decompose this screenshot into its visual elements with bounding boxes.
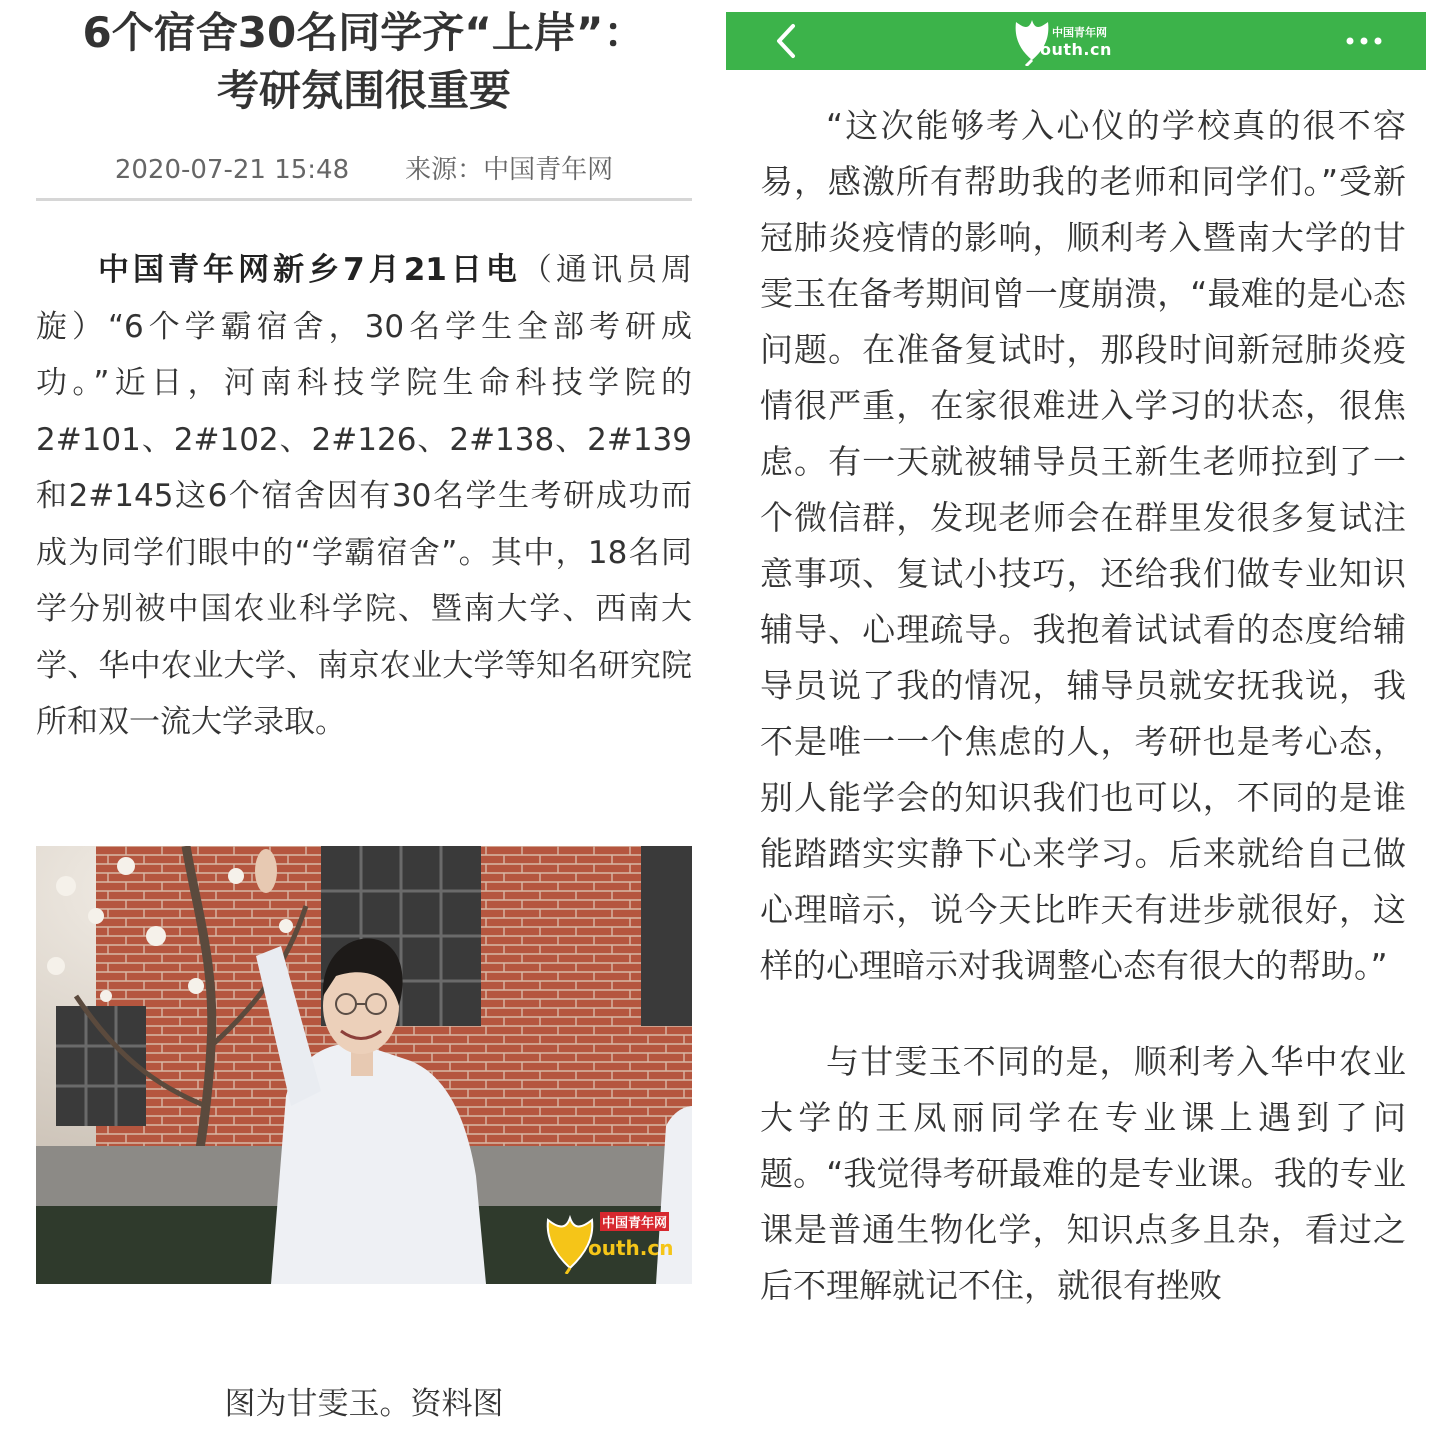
article-body [760, 98, 1406, 1314]
watermark-en: outh.cn [588, 1236, 674, 1260]
lead-paragraph [36, 242, 692, 751]
brand-en-text: outh.cn [1040, 40, 1112, 59]
more-dots-icon [1342, 30, 1386, 52]
left-article-screenshot [36, 0, 692, 1440]
back-button[interactable] [766, 20, 808, 62]
article-photo[interactable] [36, 846, 692, 1284]
photo-watermark [544, 1206, 684, 1276]
watermark-cn: 中国青年网 [600, 1212, 669, 1231]
meta-divider [36, 198, 692, 201]
body-paragraph-2: 与甘雯玉不同的是，顺利考入华中农业大学的王凤丽同学在专业课上遇到了问题。“我觉得考研最难的是专业课。我的专业课是普通生物化学，知识点多且杂，看过之后不理解就记不住，就很有挫败 [760, 1042, 1406, 1305]
youth-cn-logo[interactable] [1012, 16, 1142, 66]
article-title-line-2: 考研氛围很重要 [216, 66, 511, 115]
article-meta [36, 150, 692, 190]
chevron-left-icon [766, 20, 808, 62]
article-source: 来源：中国青年网 [405, 155, 614, 185]
body-paragraph-1: “这次能够考入心仪的学校真的很不容易，感激所有帮助我的老师和同学们。”受新冠肺炎疫情的影响，顺利考入暨南大学的甘雯玉在备考期间曾一度崩溃，“最难的是心态问题。在准备复试时，那段时间新冠肺炎疫情很严重，在家很难进入学习的状态，很焦虑。有一天就被辅导员王新生老师拉到了一个微信群，发现老师会在群里发很多复试注意事项、复试小技巧，还给我们做专业知识辅导、心理疏导。我抱着试试看的态度给辅导员说了我的情况，辅导员就安抚我说，我不是唯一一个焦虑的人，考研也是考心态，别人能学会的知识我们也可以，不同的是谁能踏踏实实静下心来学习。后来就给自己做心理暗示，说今天比昨天有进步就很好，这样的心理暗示对我调整心态有很大的帮助。” [760, 106, 1406, 985]
dateline: 中国青年网新乡7月21日电 [98, 252, 521, 288]
right-mobile-screenshot [726, 0, 1426, 1440]
brand-cn-text: 中国青年网 [1052, 26, 1107, 39]
lead-text: （通讯员周旋）“6个学霸宿舍，30名学生全部考研成功。”近日，河南科技学院生命科技学院的2#101、2#102、2#126、2#138、2#139和2#145这6个宿舍因有30名学生考研成功而成为同学们眼中的“学霸宿舍”。其中，18名同学分别被中国农业科学院、暨南大学、西南大学、华中农业大学、南京农业大学等知名研究院所和双一流大学录取。 [36, 252, 692, 740]
article-title [36, 4, 692, 120]
article-title-line-1: 6个宿舍30名同学齐“上岸”： [82, 8, 646, 57]
photo-caption: 图为甘雯玉。资料图 [224, 1386, 504, 1422]
publish-date: 2020-07-21 15:48 [114, 155, 350, 185]
more-button[interactable] [1342, 30, 1386, 52]
app-bar [726, 12, 1426, 70]
